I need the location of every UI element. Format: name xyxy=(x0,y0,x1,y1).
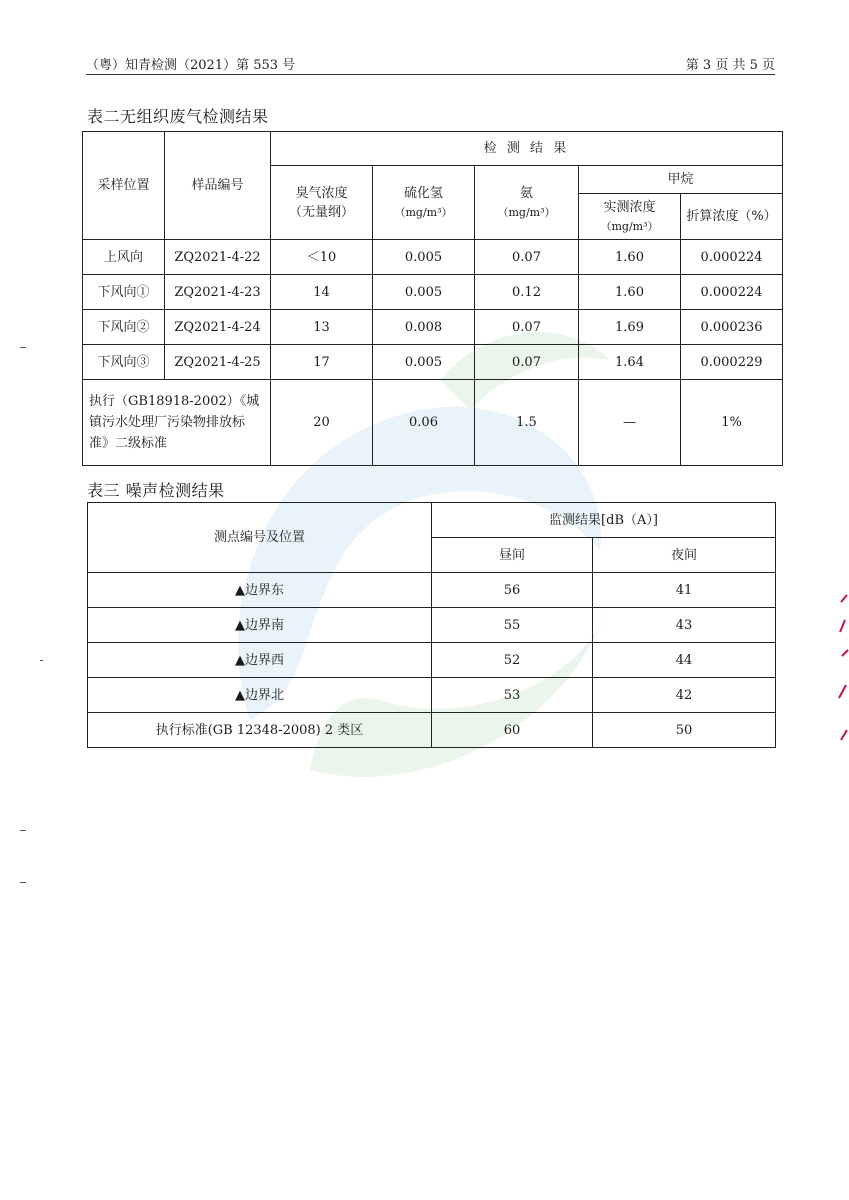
header-sampling-location: 采样位置 xyxy=(83,132,165,240)
cell-day: 53 xyxy=(432,678,593,713)
table-row xyxy=(83,310,783,345)
cell-point: ▲边界东 xyxy=(88,573,432,608)
header-methane: 甲烷 xyxy=(579,166,783,194)
cell-sample: ZQ2021-4-24 xyxy=(165,310,271,345)
standard-row xyxy=(83,380,783,466)
cell-day: 56 xyxy=(432,573,593,608)
scan-mark xyxy=(20,830,26,831)
cell-nh3: 0.07 xyxy=(475,310,579,345)
header-converted: 折算浓度（%） xyxy=(681,194,783,240)
cell-measured: 1.60 xyxy=(579,275,681,310)
cell-location: 上风向 xyxy=(83,240,165,275)
page-header xyxy=(86,52,775,75)
std-night: 50 xyxy=(593,713,776,748)
cell-h2s: 0.005 xyxy=(373,275,475,310)
cell-converted: 0.000229 xyxy=(681,345,783,380)
cell-measured: 1.60 xyxy=(579,240,681,275)
cell-h2s: 0.008 xyxy=(373,310,475,345)
scan-mark xyxy=(20,347,26,348)
cell-measured: 1.69 xyxy=(579,310,681,345)
header-test-results: 检 测 结 果 xyxy=(271,132,783,166)
cell-converted: 0.000236 xyxy=(681,310,783,345)
header-measured-label: 实测浓度 xyxy=(603,199,656,215)
header-sample-number: 样品编号 xyxy=(165,132,271,240)
cell-location: 下风向③ xyxy=(83,345,165,380)
std-h2s: 0.06 xyxy=(373,380,475,466)
header-measured-unit: （mg/m³） xyxy=(600,219,659,233)
table-row xyxy=(88,643,776,678)
table-row xyxy=(88,678,776,713)
cell-day: 55 xyxy=(432,608,593,643)
page-indicator: 第 3 页 共 5 页 xyxy=(685,58,775,73)
header-daytime: 昼间 xyxy=(432,538,593,573)
cell-h2s: 0.005 xyxy=(373,345,475,380)
table-row xyxy=(83,240,783,275)
cell-odor: 14 xyxy=(271,275,373,310)
cell-night: 43 xyxy=(593,608,776,643)
noise-table xyxy=(87,502,776,748)
std-nh3: 1.5 xyxy=(475,380,579,466)
std-converted: 1% xyxy=(681,380,783,466)
table-row xyxy=(88,608,776,643)
scan-mark xyxy=(40,660,43,661)
cell-night: 42 xyxy=(593,678,776,713)
cell-measured: 1.64 xyxy=(579,345,681,380)
cell-nh3: 0.12 xyxy=(475,275,579,310)
seal-stamp-edge xyxy=(837,590,849,750)
cell-sample: ZQ2021-4-25 xyxy=(165,345,271,380)
header-monitor-result: 监测结果[dB（A）] xyxy=(432,503,776,538)
header-h2s xyxy=(373,166,475,240)
standard-label: 执行标准(GB 12348-2008) 2 类区 xyxy=(88,713,432,748)
cell-nh3: 0.07 xyxy=(475,240,579,275)
cell-converted: 0.000224 xyxy=(681,240,783,275)
header-measure-point: 测点编号及位置 xyxy=(88,503,432,573)
header-nh3-label: 氨 xyxy=(519,185,533,201)
cell-location: 下风向② xyxy=(83,310,165,345)
header-nighttime: 夜间 xyxy=(593,538,776,573)
cell-point: ▲边界西 xyxy=(88,643,432,678)
table3-title: 表三 噪声检测结果 xyxy=(87,481,225,500)
table-row xyxy=(83,345,783,380)
scan-mark xyxy=(20,882,26,883)
header-odor xyxy=(271,166,373,240)
std-odor: 20 xyxy=(271,380,373,466)
table-row xyxy=(83,275,783,310)
cell-point: ▲边界南 xyxy=(88,608,432,643)
cell-h2s: 0.005 xyxy=(373,240,475,275)
table2-title: 表二无组织废气检测结果 xyxy=(87,107,269,126)
table-row xyxy=(88,573,776,608)
cell-day: 52 xyxy=(432,643,593,678)
exhaust-gas-table xyxy=(82,131,783,466)
cell-odor: 17 xyxy=(271,345,373,380)
header-measured xyxy=(579,194,681,240)
cell-location: 下风向① xyxy=(83,275,165,310)
std-measured: — xyxy=(579,380,681,466)
header-odor-label: 臭气浓度 xyxy=(295,185,348,201)
header-nh3 xyxy=(475,166,579,240)
cell-odor: 13 xyxy=(271,310,373,345)
standard-label: 执行（GB18918-2002）《城镇污水处理厂污染物排放标准》二级标准 xyxy=(83,380,271,466)
header-odor-unit: （无量纲） xyxy=(288,204,354,220)
std-day: 60 xyxy=(432,713,593,748)
header-h2s-label: 硫化氢 xyxy=(403,185,443,201)
cell-converted: 0.000224 xyxy=(681,275,783,310)
standard-row xyxy=(88,713,776,748)
header-nh3-unit: （mg/m³） xyxy=(497,205,556,219)
header-h2s-unit: （mg/m³） xyxy=(394,205,453,219)
cell-sample: ZQ2021-4-23 xyxy=(165,275,271,310)
document-number: （粤）知青检测（2021）第 553 号 xyxy=(86,58,296,73)
cell-night: 44 xyxy=(593,643,776,678)
cell-sample: ZQ2021-4-22 xyxy=(165,240,271,275)
cell-odor: ＜10 xyxy=(271,240,373,275)
cell-point: ▲边界北 xyxy=(88,678,432,713)
cell-nh3: 0.07 xyxy=(475,345,579,380)
cell-night: 41 xyxy=(593,573,776,608)
